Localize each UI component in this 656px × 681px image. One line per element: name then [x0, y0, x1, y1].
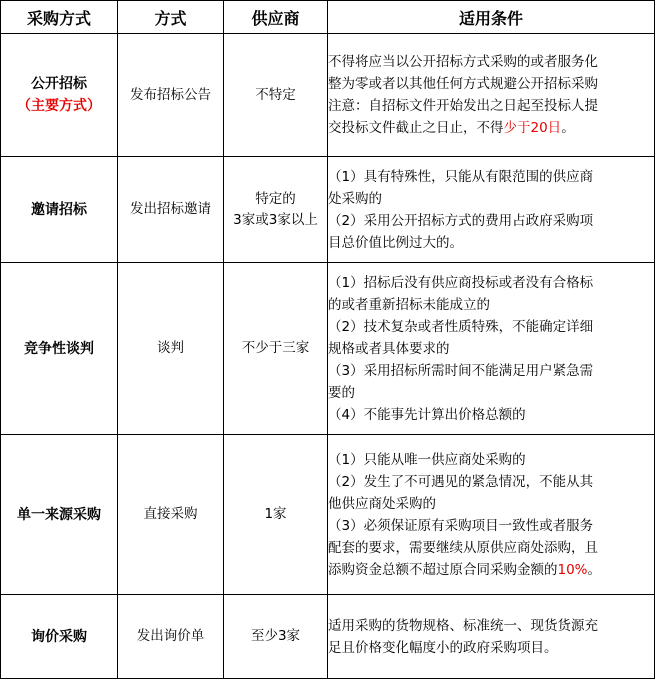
condition-text: 。	[561, 120, 575, 136]
condition-line: （2）采用公开招标方式的费用占政府采购项	[328, 212, 594, 229]
condition-cell	[328, 157, 655, 263]
method-cell: 竞争性谈判	[1, 263, 118, 435]
condition-line: （2）技术复杂或者性质特殊，不能确定详细	[328, 318, 594, 335]
way-cell: 发出招标邀请	[118, 157, 224, 263]
condition-cell	[328, 435, 655, 595]
method-note: （主要方式）	[17, 98, 101, 114]
table-row-public-tender	[1, 34, 655, 157]
condition-line: 他供应商处采购的	[328, 495, 436, 512]
condition-text: 交投标文件截止之日止，不得	[328, 120, 504, 136]
method-cell	[1, 34, 118, 157]
way-cell: 发布招标公告	[118, 34, 224, 157]
method-cell: 邀请招标	[1, 157, 118, 263]
table-header-row	[1, 1, 655, 34]
supplier-cell: 1家	[224, 435, 328, 595]
condition-line: 整为零或者以其他任何方式规避公开招标采购	[328, 76, 598, 92]
method-cell: 询价采购	[1, 595, 118, 679]
condition-line-last	[328, 559, 654, 581]
table-row-invited-tender	[1, 157, 655, 263]
condition-line: （1）招标后没有供应商投标或者没有合格标	[328, 274, 594, 291]
table-row-inquiry	[1, 595, 655, 679]
supplier-cell: 不少于三家	[224, 263, 328, 435]
header-method: 采购方式	[1, 1, 118, 34]
condition-line: （4）不能事先计算出价格总额的	[328, 406, 526, 423]
table-row-competitive-negotiation	[1, 263, 655, 435]
condition-line: 目总价值比例过大的。	[328, 234, 463, 251]
condition-line-last	[328, 117, 654, 139]
table-row-single-source	[1, 435, 655, 595]
condition-line: （3）采用招标所需时间不能满足用户紧急需	[328, 362, 594, 379]
condition-line: 配套的要求，需要继续从原供应商处添购，且	[328, 539, 598, 556]
condition-text: 。	[587, 561, 602, 578]
condition-text: 添购资金总额不超过原合同采购金额的	[328, 561, 558, 578]
condition-line: 的或者重新招标未能成立的	[328, 296, 490, 313]
condition-line: 要的	[328, 384, 355, 401]
condition-line: （1）具有特殊性，只能从有限范围的供应商	[328, 168, 594, 185]
condition-line: 规格或者具体要求的	[328, 340, 450, 357]
condition-line: 处采购的	[328, 190, 382, 207]
condition-line: 适用采购的货物规格、标准统一、现货货源充	[328, 617, 598, 634]
header-condition: 适用条件	[328, 1, 655, 34]
condition-line: （2）发生了不可遇见的紧急情况，不能从其	[328, 473, 594, 490]
header-supplier: 供应商	[224, 1, 328, 34]
condition-line: （1）只能从唯一供应商处采购的	[328, 451, 526, 468]
way-cell: 直接采购	[118, 435, 224, 595]
condition-cell	[328, 595, 655, 679]
condition-line: （3）必须保证原有采购项目一致性或者服务	[328, 517, 594, 534]
condition-line: 注意：自招标文件开始发出之日起至投标人提	[328, 98, 598, 114]
supplier-cell: 不特定	[224, 34, 328, 157]
percentage-highlight: 10%	[557, 561, 588, 578]
method-name: 公开招标	[31, 76, 87, 92]
condition-cell	[328, 263, 655, 435]
way-cell: 谈判	[118, 263, 224, 435]
condition-line: 不得将应当以公开招标方式采购的或者服务化	[328, 54, 598, 70]
supplier-line: 特定的	[255, 190, 296, 207]
method-cell: 单一来源采购	[1, 435, 118, 595]
condition-line: 足且价格变化幅度小的政府采购项目。	[328, 639, 558, 656]
supplier-cell	[224, 157, 328, 263]
header-way: 方式	[118, 1, 224, 34]
way-cell: 发出询价单	[118, 595, 224, 679]
supplier-line: 3家或3家以上	[233, 211, 318, 228]
deadline-highlight: 少于20日	[503, 120, 562, 136]
condition-cell	[328, 34, 655, 157]
supplier-cell: 至少3家	[224, 595, 328, 679]
